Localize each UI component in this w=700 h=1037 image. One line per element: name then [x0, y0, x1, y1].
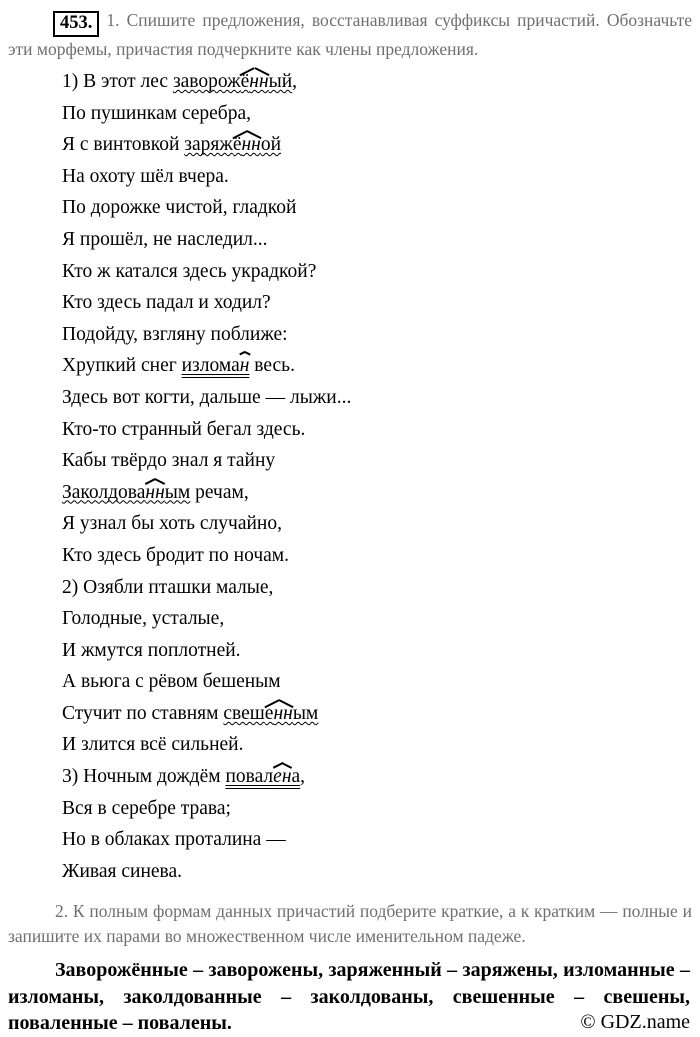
poem-line	[62, 508, 692, 540]
poem-text: 1) В этот лес	[62, 71, 173, 92]
poem-line	[62, 824, 692, 856]
poem-line	[62, 729, 692, 761]
task-2: 2. К полным формам данных причастий подберите краткие, а к кратким — полные и запишите их парами во множественном числе именительном падеже.	[8, 901, 692, 947]
poem-text: Хрупкий снег	[62, 355, 182, 377]
poem-text: Кто здесь падал и ходил?	[62, 292, 271, 314]
poem-text: ,	[300, 766, 306, 788]
suffix-caret-icon: ен	[273, 766, 292, 788]
poem-line	[62, 635, 692, 667]
poem-line	[62, 287, 692, 319]
suffix-caret-icon: ённ	[240, 71, 269, 92]
poem-line	[62, 666, 692, 698]
poem-text: И злится всё сильней.	[62, 734, 244, 756]
poem-text: А вьюга с рёвом бешеным	[62, 671, 281, 693]
poem-text: Подойду, взгляну поближе:	[62, 323, 288, 345]
poem-line	[62, 761, 692, 793]
suffix-caret-icon: нн	[145, 481, 165, 503]
poem-line	[62, 856, 692, 888]
participle-word: заряжённой	[184, 134, 282, 156]
poem-line	[62, 161, 692, 193]
poem-text: Кто ж катался здесь украдкой?	[62, 260, 317, 282]
poem-line	[62, 129, 692, 161]
poem-text: Кто здесь бродит по ночам.	[62, 544, 290, 566]
suffix-caret-icon: енн	[264, 702, 293, 724]
poem-text: Кто-то странный бегал здесь.	[62, 418, 306, 440]
poem-text: Я с винтовкой	[62, 134, 185, 156]
poem-line	[62, 477, 692, 509]
poem-line	[62, 572, 692, 604]
participle-word: заворожённый	[172, 71, 293, 92]
suffix-caret-icon: ённ	[232, 134, 261, 156]
poem-text: Кабы твёрдо знал я тайну	[62, 450, 276, 472]
poem-text: ,	[292, 71, 298, 92]
poem-text: По дорожке чистой, гладкой	[62, 197, 297, 219]
poem-text: Здесь вот когти, дальше — лыжи...	[62, 386, 352, 408]
copyright-label: © GDZ.name	[533, 1009, 690, 1036]
poem-line	[62, 445, 692, 477]
poem-line	[62, 414, 692, 446]
poem-line	[62, 256, 692, 288]
poem-line	[62, 224, 692, 256]
poem-text: На охоту шёл вчера.	[62, 165, 229, 187]
poem-text: По пушинкам серебра,	[62, 102, 251, 124]
participle-word: свешенным	[223, 702, 319, 724]
poem-text: 3) Ночным дождём	[62, 766, 226, 788]
poem-line	[62, 603, 692, 635]
poem	[62, 66, 692, 887]
poem-text: Стучит по ставням	[62, 702, 224, 724]
task-1-text: 1. Спишите предложения, восстанавливая суффиксы причастий. Обозначьте эти морфемы, причастия подчеркните как члены предложения.	[8, 10, 692, 59]
poem-text: весь.	[249, 355, 295, 377]
poem-text: Голодные, усталые,	[62, 608, 225, 630]
poem-line	[62, 66, 692, 98]
participle-word: Заколдованным	[62, 481, 191, 503]
poem-line	[62, 540, 692, 572]
answer-paragraph	[8, 957, 692, 1037]
poem-line	[62, 698, 692, 730]
poem-text: 2) Озябли пташки малые,	[62, 576, 274, 598]
poem-line	[62, 350, 692, 382]
poem-line	[62, 319, 692, 351]
participle-word: повалена	[225, 766, 301, 788]
poem-text: Но в облаках проталина —	[62, 829, 286, 851]
poem-text: И жмутся поплотней.	[62, 639, 241, 661]
answer-text: Заворожённые – заворожены, заряженный – заряжены, изломанные – изломаны, заколдованные – заколдованы, свешенные – свешены, поваленные – повалены.	[8, 959, 690, 1035]
poem-line	[62, 98, 692, 130]
poem-line	[62, 382, 692, 414]
poem-line	[62, 793, 692, 825]
poem-line	[62, 192, 692, 224]
exercise-number-box: 453.	[53, 11, 99, 37]
poem-text: Вся в серебре трава;	[62, 797, 231, 819]
suffix-caret-icon: н	[239, 355, 250, 377]
poem-text: Я прошёл, не наследил...	[62, 228, 268, 250]
poem-text: Живая синева.	[62, 860, 183, 882]
poem-text: Я узнал бы хоть случайно,	[62, 513, 282, 535]
task-1	[8, 8, 692, 62]
poem-text: речам,	[190, 481, 249, 503]
participle-word: изломан	[181, 355, 250, 377]
